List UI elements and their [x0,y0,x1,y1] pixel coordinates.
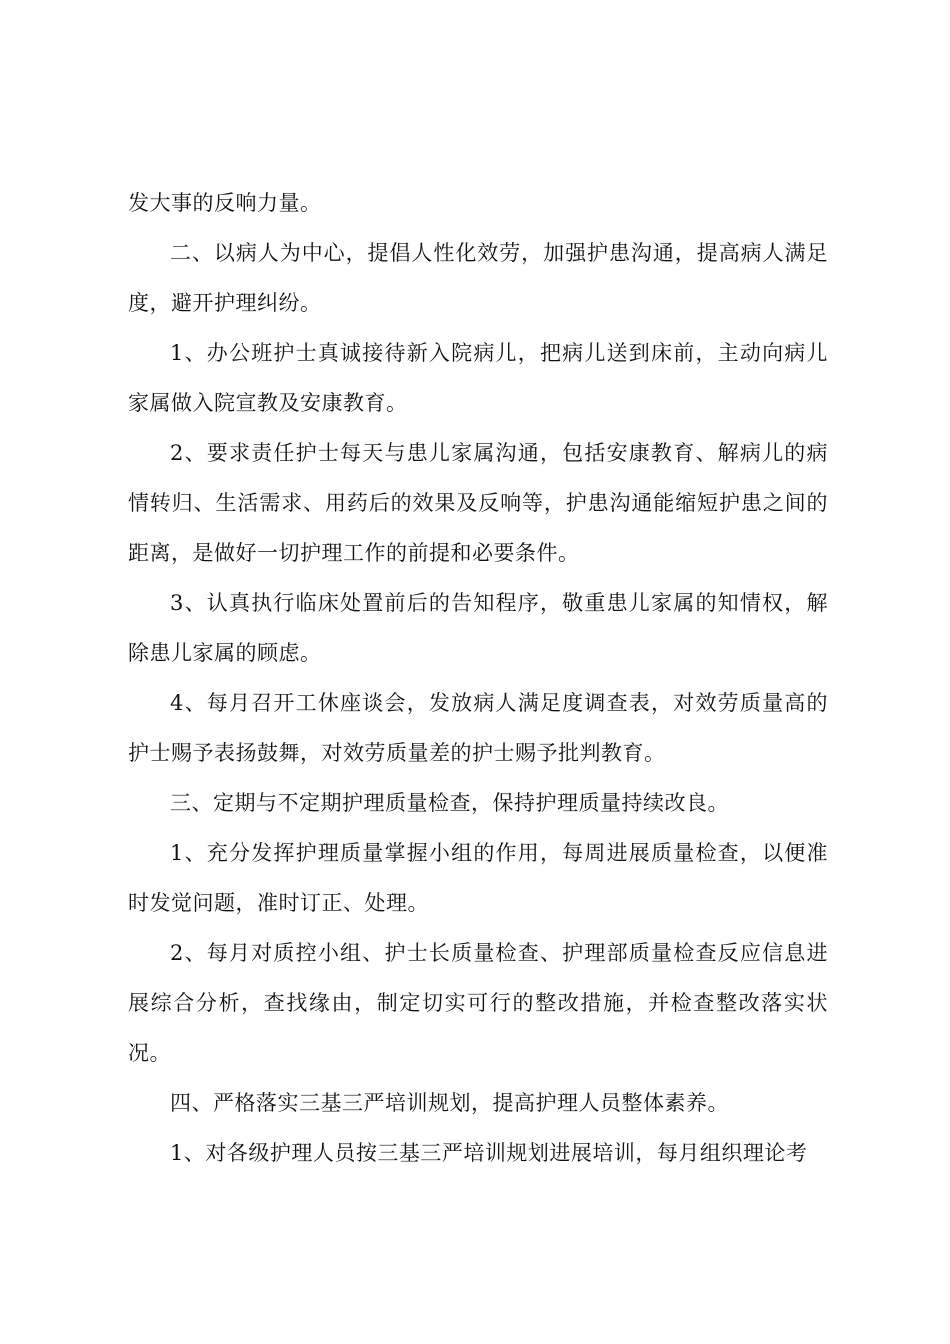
document-body [128,178,828,1178]
paragraph-4-1: 1、对各级护理人员按三基三严培训规划进展培训，每月组织理论考 [170,1141,808,1165]
paragraph-3-1: 1、充分发挥护理质量掌握小组的作用，每周进展质量检查，以便准时发觉问题，准时订正、处理。 [128,841,828,915]
section-heading-4: 四、严格落实三基三严培训规划，提高护理人员整体素养。 [170,1091,729,1115]
paragraph-continuation: 发大事的反响力量。 [128,191,322,215]
paragraph-2-2: 2、要求责任护士每天与患儿家属沟通，包括安康教育、解病儿的病情转归、生活需求、用药后的效果及反响等，护患沟通能缩短护患之间的距离，是做好一切护理工作的前提和必要条件。 [128,441,828,565]
paragraph-3-2: 2、每月对质控小组、护士长质量检查、护理部质量检查反应信息进展综合分析，查找缘由，制定切实可行的整改措施，并检查整改落实状况。 [128,941,828,1065]
paragraph-2-3: 3、认真执行临床处置前后的告知程序，敬重患儿家属的知情权，解除患儿家属的顾虑。 [128,591,828,665]
paragraph-2-4: 4、每月召开工休座谈会，发放病人满足度调查表，对效劳质量高的护士赐予表扬鼓舞，对效劳质量差的护士赐予批判教育。 [128,691,828,765]
section-heading-3: 三、定期与不定期护理质量检查，保持护理质量持续改良。 [170,791,729,815]
paragraph-2-1: 1、办公班护士真诚接待新入院病儿，把病儿送到床前，主动向病儿家属做入院宣教及安康教育。 [128,341,828,415]
section-heading-2: 二、以病人为中心，提倡人性化效劳，加强护患沟通，提高病人满足度，避开护理纠纷。 [128,241,828,315]
